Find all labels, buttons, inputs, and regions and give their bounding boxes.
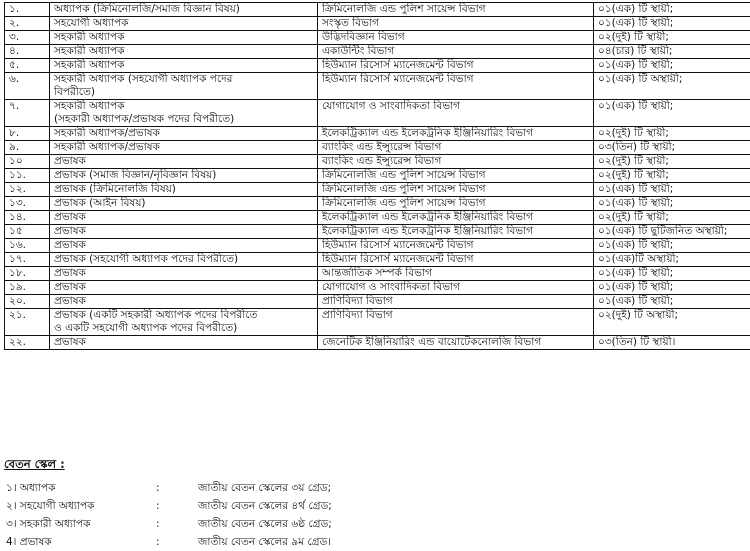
- serial-number-cell: ১৩.: [5, 197, 50, 211]
- pay-scale-row: [4, 497, 744, 515]
- vacancy-count-cell: ০২(দুই) টি স্থায়ী;: [594, 155, 750, 169]
- serial-number-cell: ২০.: [5, 295, 50, 309]
- table-row: [5, 211, 750, 225]
- post-cell: [50, 100, 318, 127]
- department-cell: ব্যাংকিং এন্ড ইন্স্যুরেন্স বিভাগ: [318, 155, 594, 169]
- post-line: ও একটি সহযোগী অধ্যাপক পদের বিপরীতে): [54, 322, 313, 335]
- serial-number-cell: ১২.: [5, 183, 50, 197]
- serial-number-cell: ১৪.: [5, 211, 50, 225]
- table-row: [5, 281, 750, 295]
- table-row: [5, 17, 750, 31]
- serial-number-cell: ৮.: [5, 127, 50, 141]
- department-cell: হিউম্যান রিসোর্স ম্যানেজমেন্ট বিভাগ: [318, 239, 594, 253]
- table-row: [5, 336, 750, 350]
- pay-scale-post: ১। অধ্যাপক: [4, 479, 156, 497]
- department-cell: ক্রিমিনোলজি এন্ড পুলিশ সায়েন্স বিভাগ: [318, 183, 594, 197]
- serial-number-cell: ১৫: [5, 225, 50, 239]
- post-cell: [50, 59, 318, 73]
- post-line: প্রভাষক: [54, 225, 313, 238]
- pay-scale-separator: :: [156, 533, 198, 551]
- post-line: প্রভাষক: [54, 155, 313, 168]
- department-cell: হিউম্যান রিসোর্স ম্যানেজমেন্ট বিভাগ: [318, 59, 594, 73]
- table-row: [5, 100, 750, 127]
- vacancy-count-cell: ০৩(তিন) টি স্থায়ী।: [594, 336, 750, 350]
- post-cell: [50, 197, 318, 211]
- posts-table-body: [5, 3, 750, 350]
- post-line: (সহকারী অধ্যাপক/প্রভাষক পদের বিপরীতে): [54, 113, 313, 126]
- department-cell: ব্যাংকিং এন্ড ইন্স্যুরেন্স বিভাগ: [318, 141, 594, 155]
- table-row: [5, 3, 750, 17]
- vacancy-count-cell: ০১(এক) টি স্থায়ী;: [594, 267, 750, 281]
- pay-scale-post: ৩। সহকারী অধ্যাপক: [4, 515, 156, 533]
- post-cell: [50, 253, 318, 267]
- post-cell: [50, 225, 318, 239]
- table-row: [5, 225, 750, 239]
- department-cell: ইলেকট্রিক্যাল এন্ড ইলেকট্রনিক ইঞ্জিনিয়ারিং বিভাগ: [318, 225, 594, 239]
- post-line: সহকারী অধ্যাপক: [54, 31, 313, 44]
- serial-number-cell: ২২.: [5, 336, 50, 350]
- vacancy-count-cell: ০১(এক) টি অস্থায়ী;: [594, 73, 750, 100]
- pay-scale-separator: :: [156, 479, 198, 497]
- post-line: প্রভাষক: [54, 295, 313, 308]
- pay-scale-post: 4। প্রভাষক: [4, 533, 156, 551]
- posts-table: [4, 2, 750, 350]
- post-line: প্রভাষক (সমাজ বিজ্ঞান/নৃবিজ্ঞান বিষয়): [54, 169, 313, 182]
- post-cell: [50, 169, 318, 183]
- department-cell: একাউন্টিং বিভাগ: [318, 45, 594, 59]
- department-cell: ইলেকট্রিক্যাল এন্ড ইলেকট্রনিক ইঞ্জিনিয়ারিং বিভাগ: [318, 127, 594, 141]
- pay-scale-grade: জাতীয় বেতন স্কেলের ৩য় গ্রেড;: [198, 479, 744, 497]
- vacancy-count-cell: ০২(দুই) টি স্থায়ী;: [594, 127, 750, 141]
- department-cell: ক্রিমিনোলজি এন্ড পুলিশ সায়েন্স বিভাগ: [318, 169, 594, 183]
- table-row: [5, 31, 750, 45]
- serial-number-cell: ২১.: [5, 309, 50, 336]
- post-cell: [50, 17, 318, 31]
- post-line: প্রভাষক: [54, 336, 313, 349]
- post-cell: [50, 155, 318, 169]
- post-cell: [50, 45, 318, 59]
- serial-number-cell: ১৭.: [5, 253, 50, 267]
- vacancy-count-cell: ০১(এক) টি স্থায়ী;: [594, 100, 750, 127]
- pay-scale-separator: :: [156, 515, 198, 533]
- table-row: [5, 45, 750, 59]
- post-cell: [50, 3, 318, 17]
- post-cell: [50, 309, 318, 336]
- serial-number-cell: ১৬.: [5, 239, 50, 253]
- department-cell: হিউম্যান রিসোর্স ম্যানেজমেন্ট বিভাগ: [318, 73, 594, 100]
- post-cell: [50, 281, 318, 295]
- post-line: সহকারী অধ্যাপক (সহযোগী অধ্যাপক পদের: [54, 73, 313, 86]
- post-cell: [50, 267, 318, 281]
- department-cell: আন্তর্জাতিক সম্পর্ক বিভাগ: [318, 267, 594, 281]
- post-cell: [50, 183, 318, 197]
- post-cell: [50, 211, 318, 225]
- vacancy-count-cell: ০১(এক) টি স্থায়ী;: [594, 183, 750, 197]
- serial-number-cell: ৯.: [5, 141, 50, 155]
- pay-scale-post: ২। সহযোগী অধ্যাপক: [4, 497, 156, 515]
- serial-number-cell: ৩.: [5, 31, 50, 45]
- pay-scale-grade: জাতীয় বেতন স্কেলের ৬ষ্ঠ গ্রেড;: [198, 515, 744, 533]
- pay-scale-row: [4, 533, 744, 551]
- vacancy-count-cell: ০২(দুই) টি স্থায়ী;: [594, 31, 750, 45]
- department-cell: ক্রিমিনোলজি এন্ড পুলিশ সায়েন্স বিভাগ: [318, 197, 594, 211]
- serial-number-cell: ২.: [5, 17, 50, 31]
- vacancy-count-cell: ০১(এক) টি স্থায়ী;: [594, 3, 750, 17]
- serial-number-cell: ১০: [5, 155, 50, 169]
- pay-scale-section: [4, 456, 744, 551]
- post-cell: [50, 31, 318, 45]
- table-row: [5, 197, 750, 211]
- vacancy-count-cell: ০১(এক)টি অস্থায়ী;: [594, 253, 750, 267]
- post-line: বিপরীতে): [54, 86, 313, 99]
- pay-scale-row: [4, 515, 744, 533]
- table-row: [5, 295, 750, 309]
- post-line: সহযোগী অধ্যাপক: [54, 17, 313, 30]
- pay-scale-row: [4, 479, 744, 497]
- serial-number-cell: ১১.: [5, 169, 50, 183]
- pay-scale-separator: :: [156, 497, 198, 515]
- table-row: [5, 267, 750, 281]
- department-cell: সংস্কৃত বিভাগ: [318, 17, 594, 31]
- vacancy-count-cell: ০২(দুই) টি অস্থায়ী;: [594, 309, 750, 336]
- post-line: সহকারী অধ্যাপক: [54, 100, 313, 113]
- post-cell: [50, 295, 318, 309]
- post-line: প্রভাষক (আইন বিষয়): [54, 197, 313, 210]
- department-cell: জেনেটিক ইঞ্জিনিয়ারিং এন্ড বায়োটেকনোলজি বিভাগ: [318, 336, 594, 350]
- post-cell: [50, 73, 318, 100]
- post-line: প্রভাষক: [54, 281, 313, 294]
- table-row: [5, 169, 750, 183]
- table-row: [5, 183, 750, 197]
- post-line: প্রভাষক (একটি সহকারী অধ্যাপক পদের বিপরীতে: [54, 309, 313, 322]
- post-cell: [50, 141, 318, 155]
- table-row: [5, 59, 750, 73]
- post-cell: [50, 127, 318, 141]
- post-line: সহকারী অধ্যাপক: [54, 45, 313, 58]
- department-cell: যোগাযোগ ও সাংবাদিকতা বিভাগ: [318, 281, 594, 295]
- vacancy-count-cell: ০১(এক) টি স্থায়ী;: [594, 59, 750, 73]
- department-cell: উদ্ভিদবিজ্ঞান বিভাগ: [318, 31, 594, 45]
- serial-number-cell: ১৮.: [5, 267, 50, 281]
- pay-scale-grade: জাতীয় বেতন স্কেলের ৪র্থ গ্রেড;: [198, 497, 744, 515]
- vacancy-count-cell: ০৪(চার) টি স্থায়ী;: [594, 45, 750, 59]
- table-row: [5, 253, 750, 267]
- department-cell: প্রাণিবিদ্যা বিভাগ: [318, 295, 594, 309]
- table-row: [5, 127, 750, 141]
- vacancy-count-cell: ০১(এক) টি স্থায়ী;: [594, 281, 750, 295]
- vacancy-count-cell: ০১(এক) টি স্থায়ী;: [594, 239, 750, 253]
- table-row: [5, 309, 750, 336]
- department-cell: প্রাণিবিদ্যা বিভাগ: [318, 309, 594, 336]
- post-line: সহকারী অধ্যাপক/প্রভাষক: [54, 141, 313, 154]
- vacancy-count-cell: ০১(এক) টি স্থায়ী;: [594, 17, 750, 31]
- post-cell: [50, 336, 318, 350]
- post-line: প্রভাষক: [54, 211, 313, 224]
- pay-scale-title: বেতন স্কেল :: [4, 456, 744, 475]
- vacancy-count-cell: ০২(দুই) টি স্থায়ী;: [594, 169, 750, 183]
- serial-number-cell: ৭.: [5, 100, 50, 127]
- serial-number-cell: ৬.: [5, 73, 50, 100]
- department-cell: হিউম্যান রিসোর্স ম্যানেজমেন্ট বিভাগ: [318, 253, 594, 267]
- post-line: অধ্যাপক (ক্রিমিনোলজি/সমাজ বিজ্ঞান বিষয়): [54, 3, 313, 16]
- post-line: সহকারী অধ্যাপক: [54, 59, 313, 72]
- table-row: [5, 239, 750, 253]
- table-row: [5, 73, 750, 100]
- vacancy-count-cell: ০১(এক) টি স্থায়ী;: [594, 295, 750, 309]
- serial-number-cell: ৪.: [5, 45, 50, 59]
- department-cell: ক্রিমিনোলজি এন্ড পুলিশ সায়েন্স বিভাগ: [318, 3, 594, 17]
- serial-number-cell: ১৯.: [5, 281, 50, 295]
- vacancy-count-cell: ০১(এক) টি স্থায়ী;: [594, 197, 750, 211]
- table-row: [5, 155, 750, 169]
- pay-scale-list: [4, 479, 744, 551]
- post-line: প্রভাষক: [54, 267, 313, 280]
- pay-scale-grade: জাতীয় বেতন স্কেলের ৯ম গ্রেড।: [198, 533, 744, 551]
- post-line: সহকারী অধ্যাপক/প্রভাষক: [54, 127, 313, 140]
- post-cell: [50, 239, 318, 253]
- serial-number-cell: ৫.: [5, 59, 50, 73]
- department-cell: যোগাযোগ ও সাংবাদিকতা বিভাগ: [318, 100, 594, 127]
- table-row: [5, 141, 750, 155]
- vacancy-count-cell: ০১(এক) টি ছুটিজনিত অস্থায়ী;: [594, 225, 750, 239]
- serial-number-cell: ১.: [5, 3, 50, 17]
- post-line: প্রভাষক (সহযোগী অধ্যাপক পদের বিপরীতে): [54, 253, 313, 266]
- post-line: প্রভাষক: [54, 239, 313, 252]
- post-line: প্রভাষক (ক্রিমিনোলজি বিষয়): [54, 183, 313, 196]
- vacancy-count-cell: ০৩(তিন) টি স্থায়ী;: [594, 141, 750, 155]
- vacancy-count-cell: ০২(দুই) টি স্থায়ী;: [594, 211, 750, 225]
- department-cell: ইলেকট্রিক্যাল এন্ড ইলেকট্রনিক ইঞ্জিনিয়ারিং বিভাগ: [318, 211, 594, 225]
